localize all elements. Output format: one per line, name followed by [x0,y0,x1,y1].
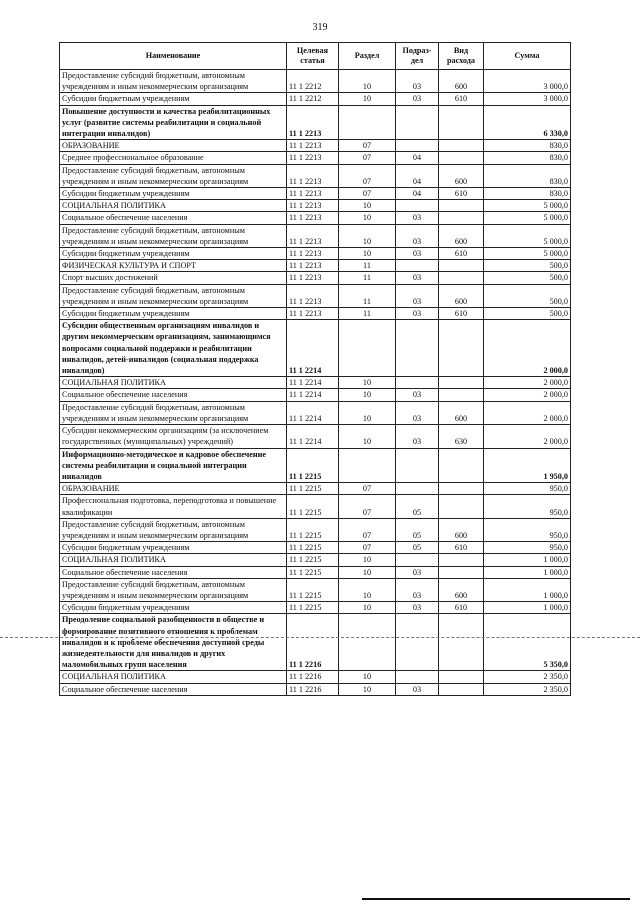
row-expense-type [439,389,484,401]
row-section: 11 [339,308,396,320]
row-sum: 3 000,0 [484,93,571,105]
row-article: 11 1 2213 [287,105,339,140]
row-sum: 2 000,0 [484,401,571,424]
row-subsection [396,377,439,389]
row-sum: 950,0 [484,542,571,554]
row-article: 11 1 2213 [287,140,339,152]
table-row [60,224,571,247]
header-article: Целевая статья [287,43,339,70]
row-expense-type [439,683,484,695]
table-row [60,308,571,320]
row-name: СОЦИАЛЬНАЯ ПОЛИТИКА [60,200,287,212]
table-row [60,93,571,105]
row-subsection: 03 [396,70,439,93]
table-row [60,448,571,483]
row-subsection [396,105,439,140]
table-row [60,140,571,152]
row-expense-type: 610 [439,248,484,260]
row-sum: 1 950,0 [484,448,571,483]
row-article: 11 1 2213 [287,188,339,200]
table-row [60,495,571,518]
row-name: Предоставление субсидий бюджетным, автономным учреждениям и иным некоммерческим организациям [60,578,287,601]
row-subsection: 04 [396,164,439,187]
row-subsection [396,320,439,377]
row-article: 11 1 2214 [287,389,339,401]
table-row [60,566,571,578]
row-name: СОЦИАЛЬНАЯ ПОЛИТИКА [60,671,287,683]
row-article: 11 1 2216 [287,683,339,695]
row-expense-type: 600 [439,401,484,424]
row-name: Предоставление субсидий бюджетным, автономным учреждениям и иным некоммерческим организациям [60,401,287,424]
row-name: ОБРАЗОВАНИЕ [60,483,287,495]
table-row [60,212,571,224]
row-name: Преодоление социальной разобщенности в обществе и формирование позитивного отношения к проблемам инвалидов и к проблеме обеспечения доступной среды жизнедеятельности для инвалидов и других маломобильных групп населения [60,614,287,671]
page-number: 319 [312,22,328,33]
row-expense-type [439,671,484,683]
row-sum: 950,0 [484,518,571,541]
row-article: 11 1 2215 [287,518,339,541]
table-row [60,671,571,683]
table-row [60,578,571,601]
table-row [60,248,571,260]
row-section: 10 [339,671,396,683]
row-sum: 830,0 [484,152,571,164]
row-subsection: 03 [396,683,439,695]
row-article: 11 1 2213 [287,248,339,260]
row-expense-type: 600 [439,164,484,187]
table-row [60,602,571,614]
row-expense-type [439,448,484,483]
row-section: 11 [339,284,396,307]
row-name: Предоставление субсидий бюджетным, автономным учреждениям и иным некоммерческим организациям [60,164,287,187]
row-expense-type: 600 [439,70,484,93]
row-article: 11 1 2215 [287,483,339,495]
row-sum: 5 000,0 [484,200,571,212]
row-subsection: 03 [396,389,439,401]
row-section: 07 [339,542,396,554]
row-name: Социальное обеспечение населения [60,389,287,401]
row-article: 11 1 2214 [287,377,339,389]
table-row [60,272,571,284]
table-row [60,425,571,448]
row-subsection [396,140,439,152]
row-expense-type [439,272,484,284]
row-article: 11 1 2212 [287,93,339,105]
row-article: 11 1 2215 [287,448,339,483]
header-name: Наименование [60,43,287,70]
row-section: 07 [339,140,396,152]
row-subsection: 03 [396,578,439,601]
budget-table [59,42,571,696]
row-sum: 2 350,0 [484,671,571,683]
row-subsection [396,200,439,212]
row-subsection: 03 [396,602,439,614]
row-subsection: 04 [396,152,439,164]
row-sum: 5 350,0 [484,614,571,671]
row-expense-type: 610 [439,602,484,614]
row-article: 11 1 2215 [287,495,339,518]
row-subsection: 03 [396,93,439,105]
row-sum: 500,0 [484,308,571,320]
row-expense-type: 600 [439,224,484,247]
row-subsection: 05 [396,518,439,541]
header-expense-type: Вид расхода [439,43,484,70]
row-sum: 950,0 [484,495,571,518]
row-section [339,448,396,483]
row-name: ОБРАЗОВАНИЕ [60,140,287,152]
row-article: 11 1 2213 [287,212,339,224]
row-section: 10 [339,554,396,566]
row-name: СОЦИАЛЬНАЯ ПОЛИТИКА [60,554,287,566]
row-expense-type [439,566,484,578]
table-row [60,542,571,554]
row-sum: 830,0 [484,188,571,200]
row-section: 07 [339,495,396,518]
table-row [60,164,571,187]
row-subsection: 05 [396,542,439,554]
row-name: Предоставление субсидий бюджетным, автономным учреждениям и иным некоммерческим организациям [60,224,287,247]
row-name: Субсидии некоммерческим организациям (за исключением государственных (муниципальных) учреждений) [60,425,287,448]
header-subsection: Подраз-дел [396,43,439,70]
row-expense-type [439,200,484,212]
table-row [60,200,571,212]
row-sum: 5 000,0 [484,248,571,260]
row-section: 07 [339,188,396,200]
row-sum: 2 000,0 [484,377,571,389]
table-row [60,483,571,495]
row-article: 11 1 2213 [287,308,339,320]
row-name: Социальное обеспечение населения [60,212,287,224]
row-section: 10 [339,248,396,260]
row-name: Социальное обеспечение населения [60,683,287,695]
row-name: Социальное обеспечение населения [60,566,287,578]
table-body [60,70,571,696]
row-article: 11 1 2214 [287,401,339,424]
row-expense-type [439,483,484,495]
table-row [60,320,571,377]
row-subsection [396,554,439,566]
table-row [60,260,571,272]
row-section [339,320,396,377]
table-row [60,554,571,566]
row-expense-type [439,495,484,518]
row-name: Субсидии бюджетным учреждениям [60,542,287,554]
row-subsection: 03 [396,284,439,307]
row-section: 10 [339,212,396,224]
row-sum: 950,0 [484,483,571,495]
table-row [60,188,571,200]
table-row [60,683,571,695]
row-article: 11 1 2213 [287,200,339,212]
row-expense-type [439,212,484,224]
row-article: 11 1 2214 [287,425,339,448]
row-section: 07 [339,518,396,541]
row-section: 10 [339,224,396,247]
row-subsection: 03 [396,224,439,247]
row-sum: 2 350,0 [484,683,571,695]
row-section: 10 [339,566,396,578]
row-article: 11 1 2215 [287,602,339,614]
row-name: Субсидии бюджетным учреждениям [60,188,287,200]
row-subsection: 03 [396,425,439,448]
row-name: Профессиональная подготовка, переподготовка и повышение квалификации [60,495,287,518]
row-name: СОЦИАЛЬНАЯ ПОЛИТИКА [60,377,287,389]
row-subsection: 03 [396,308,439,320]
row-name: Среднее профессиональное образование [60,152,287,164]
row-sum: 3 000,0 [484,70,571,93]
row-name: Субсидии общественным организациям инвалидов и другим некоммерческим организациям, занимающимся вопросами социальной поддержки и реабилитации инвалидов, детей-инвалидов (социальная поддержка инвалидов) [60,320,287,377]
table-row [60,105,571,140]
row-expense-type: 600 [439,284,484,307]
row-sum: 2 000,0 [484,425,571,448]
row-article: 11 1 2215 [287,542,339,554]
row-section: 10 [339,425,396,448]
row-subsection: 03 [396,272,439,284]
row-article: 11 1 2215 [287,554,339,566]
row-sum: 500,0 [484,260,571,272]
row-section: 10 [339,401,396,424]
bottom-rule [362,898,630,900]
row-expense-type: 600 [439,578,484,601]
row-sum: 1 000,0 [484,566,571,578]
row-expense-type [439,140,484,152]
row-name: Информационно-методическое и кадровое обеспечение системы реабилитации и социальной интеграции инвалидов [60,448,287,483]
row-sum: 6 330,0 [484,105,571,140]
header-section: Раздел [339,43,396,70]
row-subsection: 04 [396,188,439,200]
table-row [60,152,571,164]
row-expense-type [439,152,484,164]
scan-dashed-line [0,637,640,638]
row-subsection: 05 [396,495,439,518]
table-row [60,614,571,671]
row-name: Предоставление субсидий бюджетным, автономным учреждениям и иным некоммерческим организациям [60,518,287,541]
row-subsection [396,671,439,683]
row-name: Спорт высших достижений [60,272,287,284]
row-subsection [396,483,439,495]
row-article: 11 1 2215 [287,566,339,578]
row-name: Субсидии бюджетным учреждениям [60,602,287,614]
row-sum: 5 000,0 [484,212,571,224]
row-expense-type [439,554,484,566]
row-section: 07 [339,152,396,164]
row-expense-type [439,105,484,140]
table-row [60,377,571,389]
table-row [60,518,571,541]
row-section: 10 [339,602,396,614]
row-subsection: 03 [396,566,439,578]
row-expense-type: 610 [439,542,484,554]
row-expense-type [439,377,484,389]
row-article: 11 1 2213 [287,224,339,247]
row-sum: 2 000,0 [484,320,571,377]
row-section: 10 [339,683,396,695]
row-expense-type: 610 [439,188,484,200]
row-section: 07 [339,483,396,495]
row-section [339,105,396,140]
row-sum: 2 000,0 [484,389,571,401]
row-expense-type: 610 [439,93,484,105]
row-name: Субсидии бюджетным учреждениям [60,93,287,105]
row-name: Предоставление субсидий бюджетным, автономным учреждениям и иным некоммерческим организациям [60,70,287,93]
row-article: 11 1 2213 [287,164,339,187]
row-expense-type: 600 [439,518,484,541]
row-sum: 830,0 [484,140,571,152]
row-section: 11 [339,260,396,272]
row-name: Субсидии бюджетным учреждениям [60,248,287,260]
row-expense-type [439,320,484,377]
row-expense-type: 630 [439,425,484,448]
row-section: 10 [339,377,396,389]
row-subsection: 03 [396,401,439,424]
table-row [60,284,571,307]
row-article: 11 1 2216 [287,671,339,683]
row-expense-type [439,260,484,272]
row-section: 10 [339,70,396,93]
row-name: Предоставление субсидий бюджетным, автономным учреждениям и иным некоммерческим организациям [60,284,287,307]
row-subsection: 03 [396,248,439,260]
row-name: Повышение доступности и качества реабилитационных услуг (развитие системы реабилитации и социальной интеграции инвалидов) [60,105,287,140]
row-section: 07 [339,164,396,187]
row-expense-type: 610 [439,308,484,320]
row-sum: 5 000,0 [484,224,571,247]
table-row [60,70,571,93]
row-subsection [396,448,439,483]
row-sum: 500,0 [484,272,571,284]
row-article: 11 1 2212 [287,70,339,93]
row-article: 11 1 2213 [287,284,339,307]
row-sum: 1 000,0 [484,578,571,601]
row-article: 11 1 2215 [287,578,339,601]
row-section: 10 [339,200,396,212]
row-name: Субсидии бюджетным учреждениям [60,308,287,320]
row-section: 10 [339,578,396,601]
row-expense-type [439,614,484,671]
row-name: ФИЗИЧЕСКАЯ КУЛЬТУРА И СПОРТ [60,260,287,272]
row-subsection: 03 [396,212,439,224]
row-section: 11 [339,272,396,284]
row-article: 11 1 2214 [287,320,339,377]
row-section: 10 [339,389,396,401]
row-sum: 1 000,0 [484,554,571,566]
row-article: 11 1 2213 [287,260,339,272]
row-subsection [396,260,439,272]
row-sum: 830,0 [484,164,571,187]
table-header-row [60,43,571,70]
row-subsection [396,614,439,671]
row-article: 11 1 2213 [287,272,339,284]
row-sum: 500,0 [484,284,571,307]
header-sum: Сумма [484,43,571,70]
table-row [60,401,571,424]
row-section: 10 [339,93,396,105]
table-row [60,389,571,401]
row-article: 11 1 2213 [287,152,339,164]
row-article: 11 1 2216 [287,614,339,671]
row-section [339,614,396,671]
row-sum: 1 000,0 [484,602,571,614]
